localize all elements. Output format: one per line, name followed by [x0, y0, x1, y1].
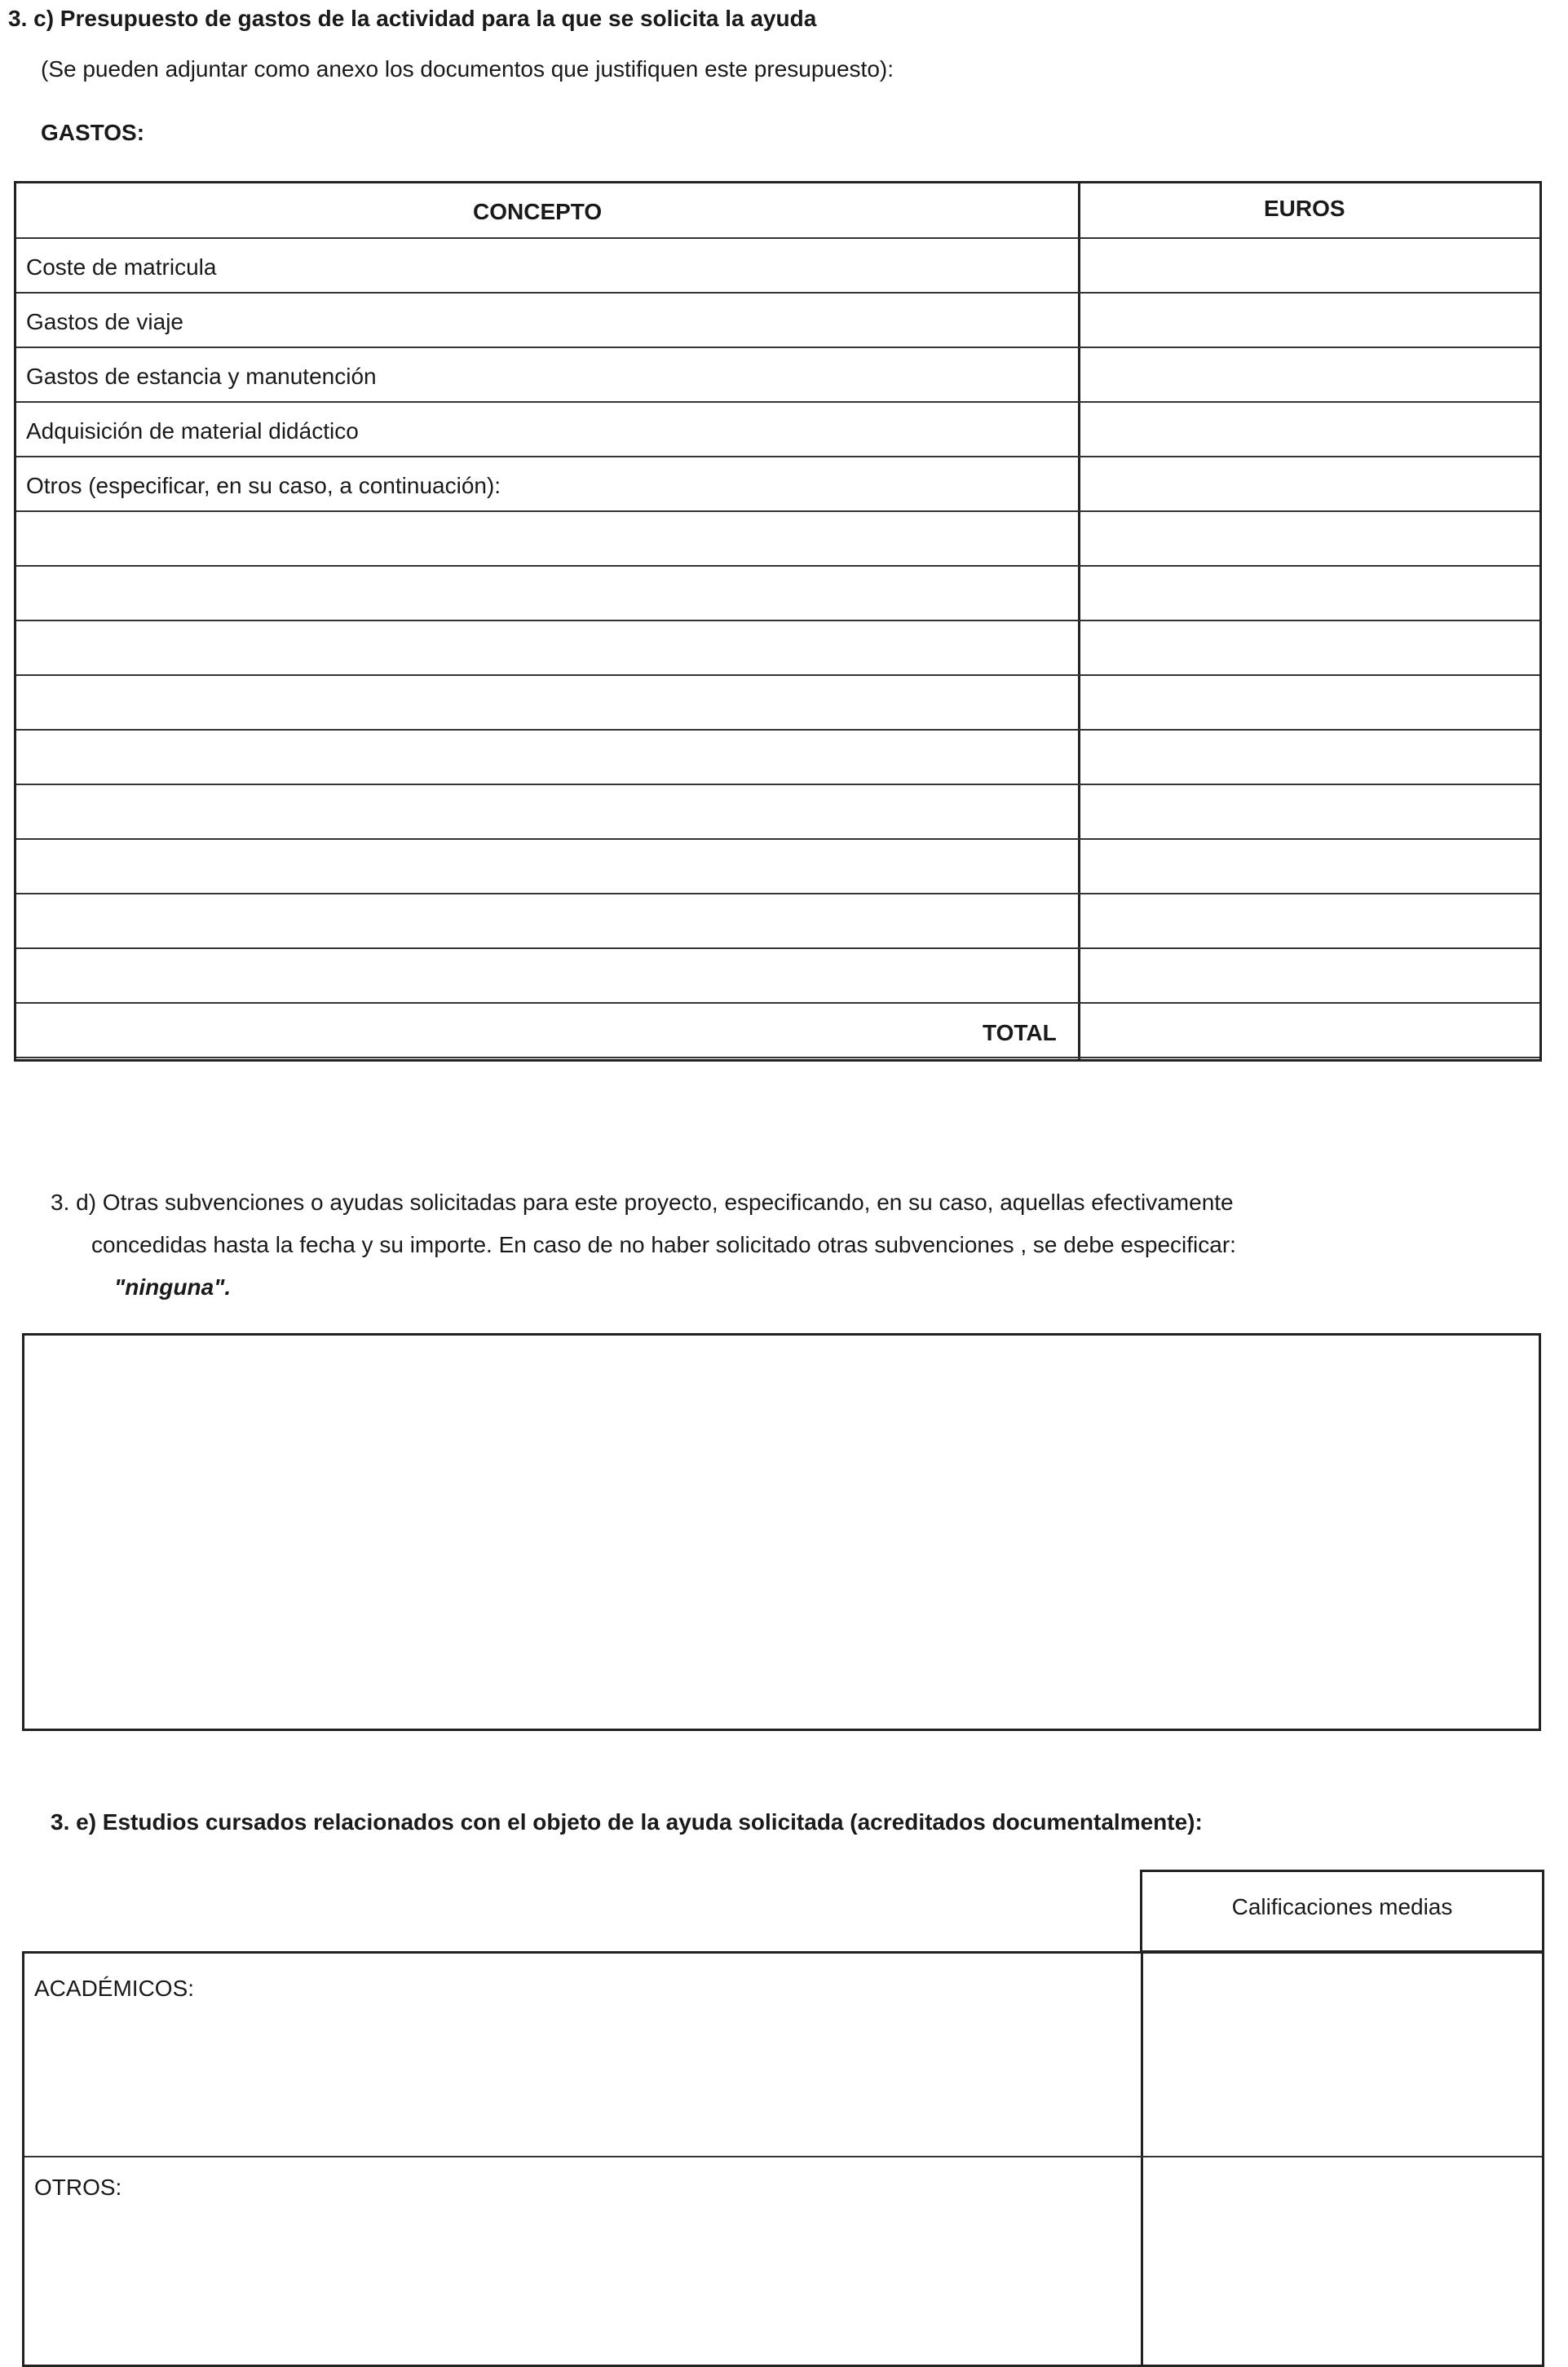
section-e-heading: 3. e) Estudios cursados relacionados con el objeto de la ayuda solicitada (acreditados documentalmente): — [51, 1809, 1203, 1835]
grades-header-box — [1140, 1870, 1544, 1953]
expense-row-euros-cell[interactable] — [1080, 621, 1539, 673]
expense-table — [14, 181, 1542, 1062]
total-label: TOTAL — [983, 1020, 1057, 1045]
grades-header: Calificaciones medias — [1231, 1894, 1453, 1919]
header-concepto: CONCEPTO — [473, 199, 603, 224]
section-c-heading: 3. c) Presupuesto de gastos de la actividad para la que se solicita la ayuda — [8, 6, 817, 31]
studies-table — [22, 1951, 1544, 2367]
expense-row-euros-cell[interactable] — [1080, 239, 1539, 290]
expense-row-label: Gastos de estancia y manutención — [26, 364, 377, 389]
expense-row-label: Gastos de viaje — [26, 309, 183, 334]
expense-row-label: Coste de matricula — [26, 254, 217, 280]
expense-row-euros-cell[interactable] — [1080, 1004, 1539, 1055]
section-d-line3: "ninguna". — [114, 1274, 232, 1300]
expense-row-euros-cell[interactable] — [1080, 785, 1539, 837]
expense-row-label: Adquisición de material didáctico — [26, 418, 359, 444]
expense-row-euros-cell[interactable] — [1080, 403, 1539, 454]
expense-row-euros-cell[interactable] — [1080, 894, 1539, 946]
section-d-line2: concedidas hasta la fecha y su importe. En caso de no haber solicitado otras subvenciones , se debe especificar: — [91, 1232, 1236, 1257]
expense-row-euros-cell[interactable] — [1080, 731, 1539, 782]
expense-row-label: Otros (especificar, en su caso, a continuación): — [26, 473, 501, 498]
section-d-line1: 3. d) Otras subvenciones o ayudas solicitadas para este proyecto, especificando, en su caso, aquellas efectivamente — [51, 1190, 1234, 1215]
expense-row-euros-cell[interactable] — [1080, 348, 1539, 400]
section-c-note: (Se pueden adjuntar como anexo los documentos que justifiquen este presupuesto): — [41, 56, 894, 82]
expense-row-euros-cell[interactable] — [1080, 949, 1539, 1000]
studies-column-divider — [1141, 1954, 1143, 2365]
other-subsidies-box[interactable] — [22, 1333, 1541, 1731]
expense-row-euros-cell[interactable] — [1080, 567, 1539, 618]
gastos-label: GASTOS: — [41, 120, 145, 145]
expense-row-euros-cell[interactable] — [1080, 512, 1539, 563]
studies-row-divider — [24, 2156, 1542, 2157]
studies-row-academicos: ACADÉMICOS: — [34, 1976, 195, 2001]
expense-row-euros-cell[interactable] — [1080, 457, 1539, 509]
expense-row-euros-cell[interactable] — [1080, 294, 1539, 345]
row-divider — [16, 1057, 1539, 1058]
studies-row-otros: OTROS: — [34, 2175, 122, 2200]
expense-row-euros-cell[interactable] — [1080, 676, 1539, 727]
header-euros: EUROS — [1264, 196, 1345, 221]
expense-row-euros-cell[interactable] — [1080, 840, 1539, 891]
